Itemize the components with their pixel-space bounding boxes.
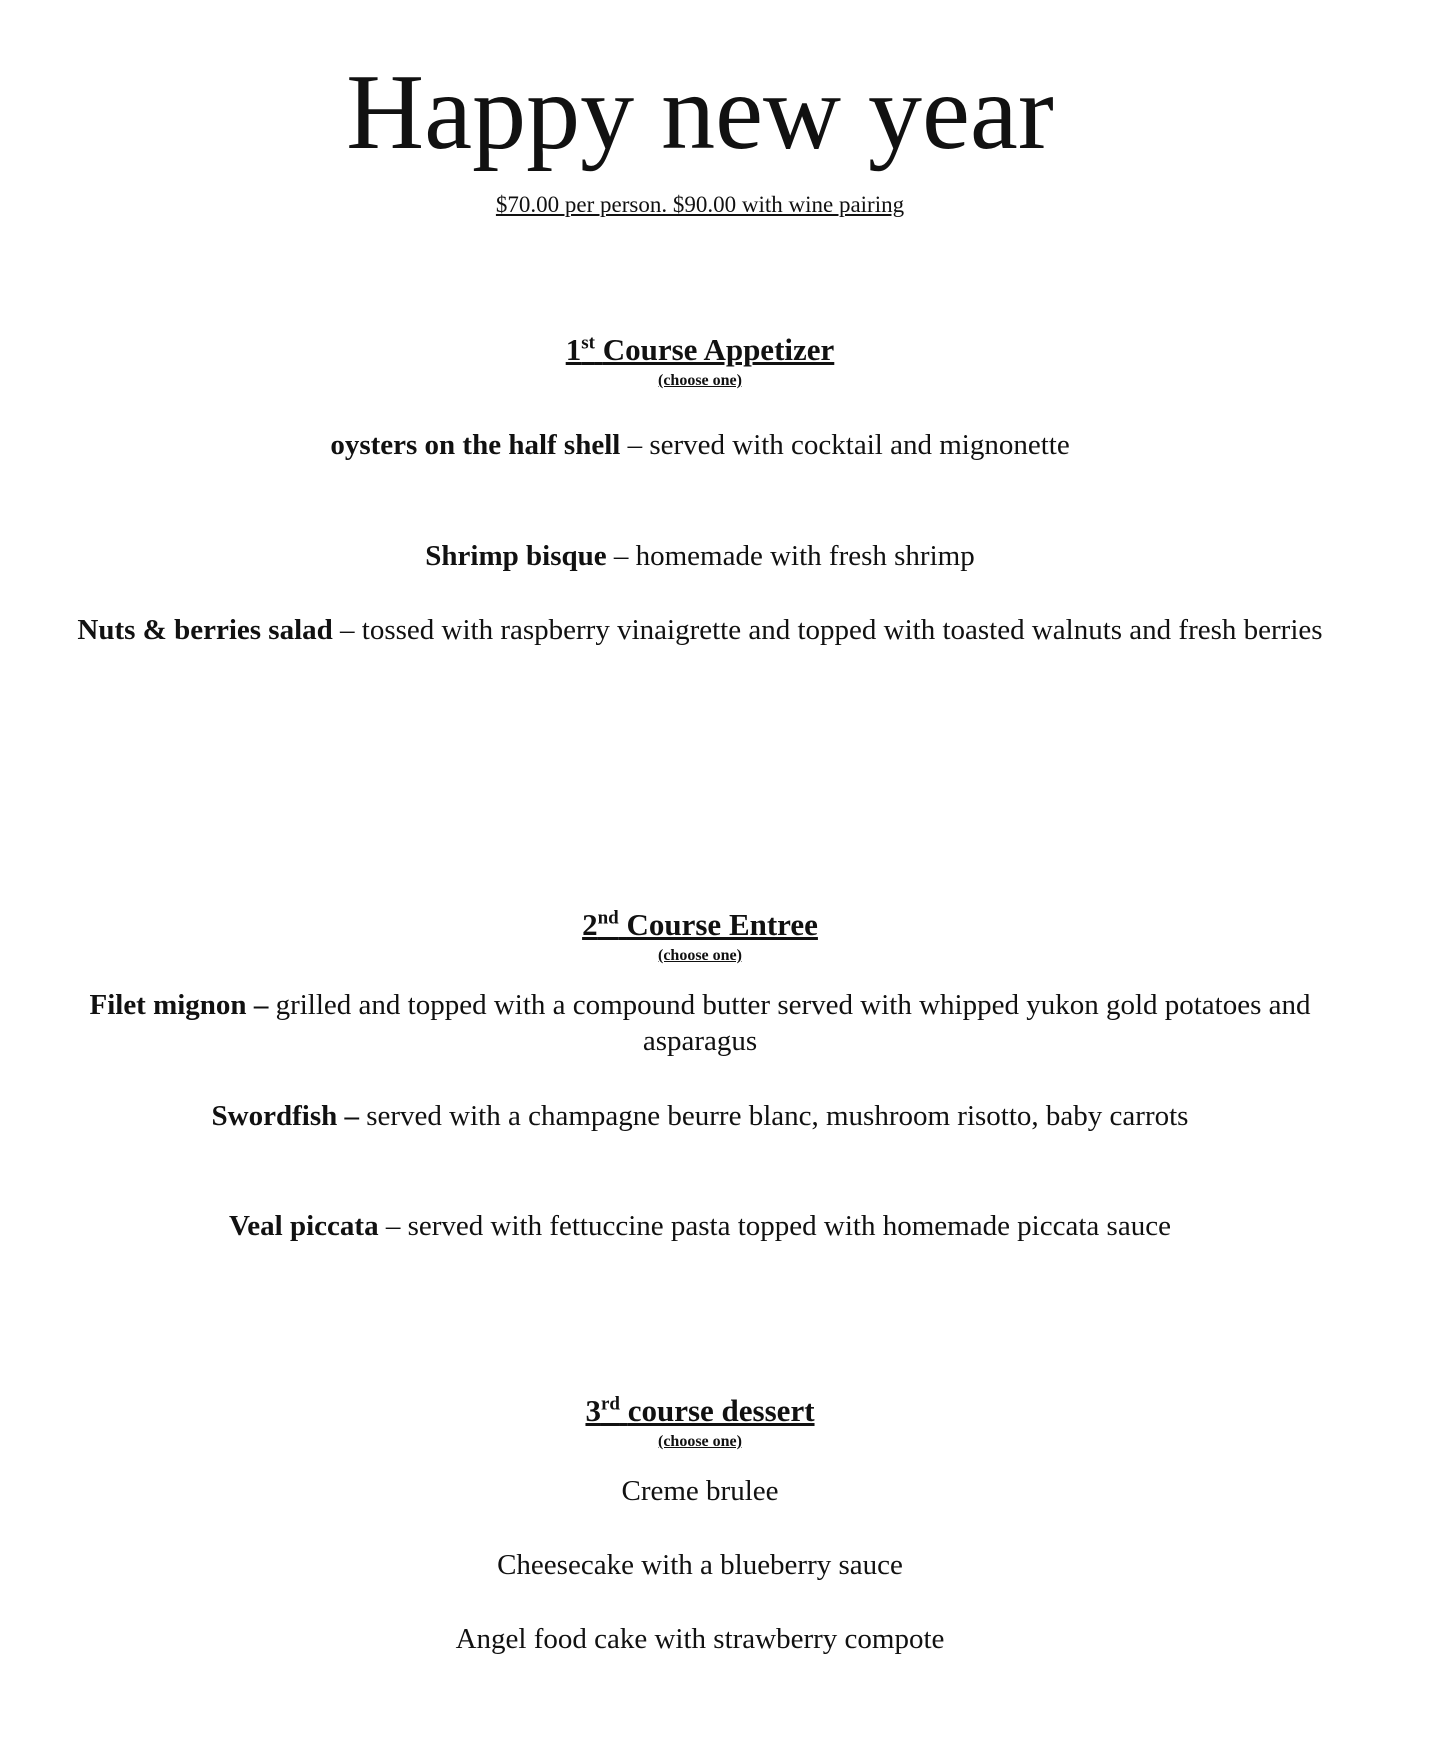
- course-heading-entree: [40, 906, 1360, 944]
- ordinal-suffix: rd: [600, 1393, 620, 1415]
- item-name: Nuts & berries salad: [77, 614, 333, 646]
- course-number: 3: [585, 1393, 601, 1428]
- choose-note: (choose one): [658, 372, 742, 389]
- item-separator: –: [332, 614, 362, 646]
- item-description: served with cocktail and mignonette: [649, 429, 1070, 461]
- item-name: Veal piccata: [229, 1210, 379, 1242]
- course-title: course dessert: [627, 1393, 815, 1428]
- menu-item: [40, 1208, 1360, 1244]
- course-number: 2: [582, 907, 598, 942]
- menu-item: [40, 987, 1360, 1059]
- dessert-item: Cheesecake with a blueberry sauce: [497, 1549, 903, 1581]
- item-name: Filet mignon –: [89, 989, 269, 1021]
- ordinal-suffix: st: [581, 332, 595, 354]
- menu-item: [40, 427, 1360, 463]
- item-description: homemade with fresh shrimp: [635, 540, 975, 572]
- item-description: served with fettuccine pasta topped with homemade piccata sauce: [407, 1210, 1171, 1242]
- course-number: 1: [565, 332, 582, 367]
- item-description: served with a champagne beurre blanc, mushroom risotto, baby carrots: [366, 1100, 1189, 1132]
- item-separator: [268, 989, 275, 1021]
- choose-note: (choose one): [658, 947, 742, 964]
- course-title: Course Appetizer: [602, 332, 835, 367]
- ordinal-suffix: nd: [597, 907, 619, 929]
- item-separator: –: [620, 429, 650, 461]
- item-name: oysters on the half shell: [330, 429, 621, 461]
- dessert-item: Creme brulee: [621, 1475, 779, 1507]
- course-title: Course Entree: [626, 907, 818, 942]
- page-title: Happy new year: [346, 53, 1054, 172]
- pricing-line: $70.00 per person. $90.00 with wine pairing: [495, 192, 905, 217]
- menu-item: [40, 538, 1360, 574]
- item-description: tossed with raspberry vinaigrette and topped with toasted walnuts and fresh berries: [361, 614, 1323, 646]
- item-name: Shrimp bisque: [425, 540, 607, 572]
- course-heading-appetizer: [40, 331, 1360, 369]
- dessert-item: Angel food cake with strawberry compote: [455, 1623, 945, 1655]
- menu-item: [50, 612, 1350, 648]
- item-separator: –: [606, 540, 636, 572]
- course-heading-dessert: [40, 1392, 1360, 1430]
- item-separator: –: [378, 1210, 408, 1242]
- item-description: grilled and topped with a compound butter served with whipped yukon gold potatoes and asparagus: [275, 989, 1311, 1057]
- menu-item: [40, 1098, 1360, 1134]
- item-name: Swordfish –: [211, 1100, 359, 1132]
- choose-note: (choose one): [658, 1433, 742, 1450]
